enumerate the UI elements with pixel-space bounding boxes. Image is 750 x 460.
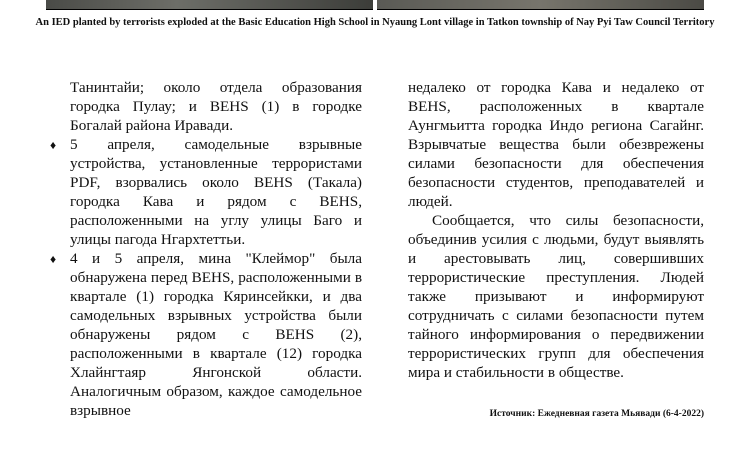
- diamond-bullet-icon: ♦: [50, 252, 57, 266]
- incident-list: [50, 135, 362, 420]
- diamond-bullet-icon: ♦: [50, 138, 57, 152]
- article-right-column: [408, 78, 704, 382]
- article-paragraph: Сообщается, что силы безопасности, объединив усилия с людьми, будут выявлять и арестовывать лиц, совершивших террористические преступления. Людей также призывают и информируют сотрудничать с силами безопасности путем тайного информирования о передвижении террористических групп для обеспечения мира и стабильности в обществе.: [408, 212, 704, 381]
- list-item: [50, 249, 362, 420]
- news-photo-right: [377, 0, 704, 10]
- list-item-text: 5 апреля, самодельные взрывные устройства, установленные террористами PDF, взорвались около BEHS (Такала) городка Кава и рядом с BEHS, расположенными на углу улицы Баго и улицы пагода Нгархтеттьи.: [70, 136, 362, 248]
- article-intro-text: Танинтайи; около отдела образования городка Пулау; и BEHS (1) в городке Богалай района Иравади.: [70, 79, 362, 134]
- list-item-text: 4 и 5 апреля, мина "Клеймор" была обнаружена перед BEHS, расположенными в квартале (1) городка Кяринсейкки, и два самодельных взрывных устройства были обнаружены рядом с BEHS (2), расположенными в квартале (12) городка Хлайнгтаяр Янгонской области. Аналогичным образом, каждое самодельное взрывное: [70, 250, 362, 419]
- article-paragraph: недалеко от городка Кава и недалеко от BEHS, расположенных в квартале Аунгмьитта городка Индо региона Сагайнг. Взрывчатые вещества были обезврежены силами безопасности для обеспечения безопасности студентов, преподавателей и людей.: [408, 79, 704, 210]
- list-item: [50, 135, 362, 249]
- photo-strip: [46, 0, 704, 9]
- photo-caption: An IED planted by terrorists exploded at the Basic Education High School in Nyaung Lont village in Tatkon township of Nay Pyi Taw Council Territory: [35, 17, 715, 28]
- source-credit: Источник: Ежедневная газета Мьявади (6-4-2022): [489, 409, 704, 419]
- news-photo-left: [46, 0, 373, 10]
- article-left-column: [50, 78, 362, 420]
